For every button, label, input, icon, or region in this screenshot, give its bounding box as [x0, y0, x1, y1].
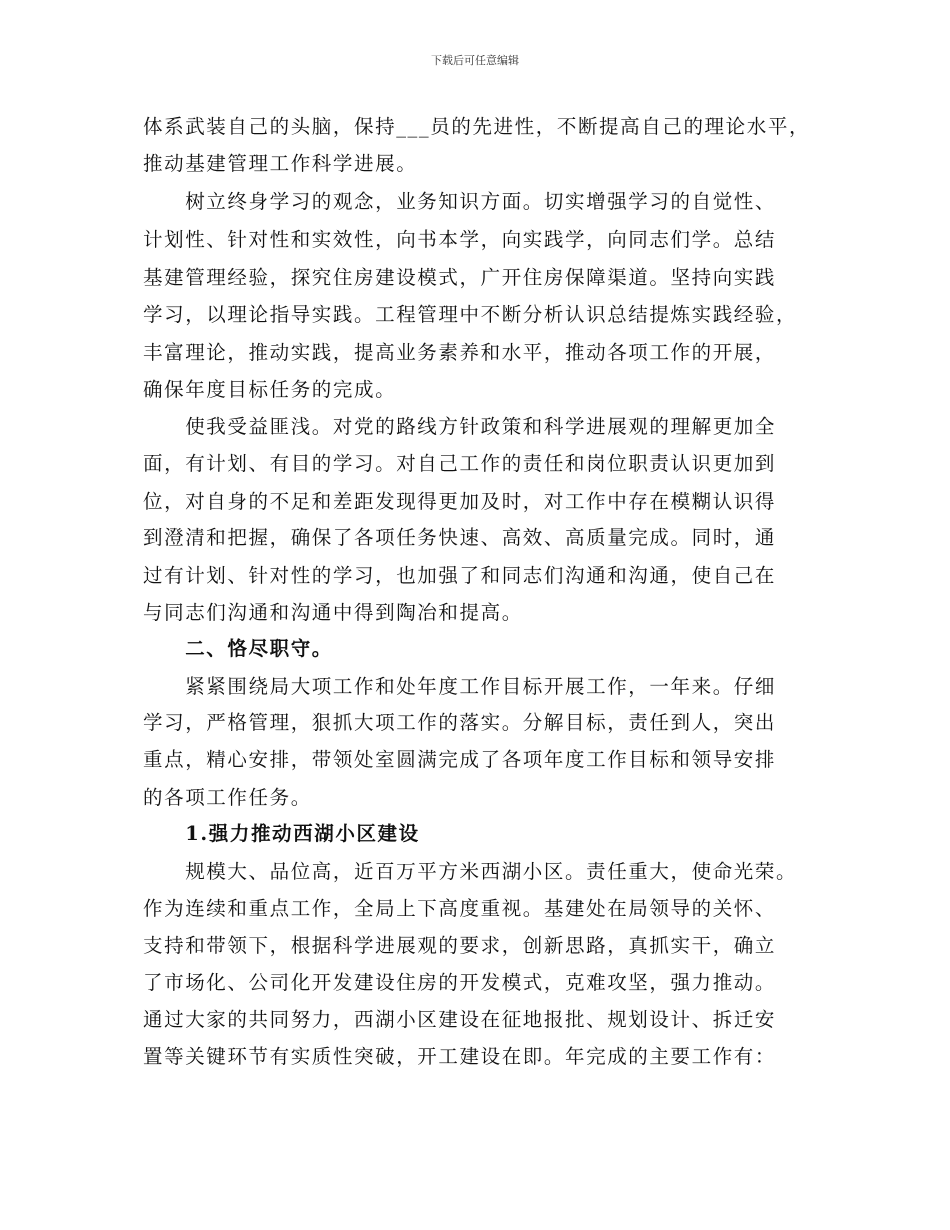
body-line: 基建管理经验，探究住房建设模式，广开住房保障渠道。坚持向实践 [143, 266, 777, 289]
body-line: 使我受益匪浅。对党的路线方针政策和科学进展观的理解更加全 [143, 415, 777, 438]
body-line: 树立终身学习的观念，业务知识方面。切实增强学习的自觉性、 [143, 190, 777, 213]
body-line: 置等关键环节有实质性突破，开工建设在即。年完成的主要工作有： [143, 1045, 777, 1068]
body-line: 到澄清和把握，确保了各项任务快速、高效、高质量完成。同时，通 [143, 526, 777, 549]
body-line: 的各项工作任务。 [143, 786, 312, 809]
body-line: 计划性、针对性和实效性，向书本学，向实践学，向同志们学。总结 [143, 228, 777, 251]
body-line: 了市场化、公司化开发建设住房的开发模式，克难攻坚，强力推动。 [143, 971, 777, 994]
body-line: 面，有计划、有目的学习。对自己工作的责任和岗位职责认识更加到 [143, 452, 777, 475]
section-heading: 二、恪尽职守。 [143, 637, 333, 660]
body-line: 支持和带领下，根据科学进展观的要求，创新思路，真抓实干，确立 [143, 934, 777, 957]
body-line: 作为连续和重点工作，全局上下高度重视。基建处在局领导的关怀、 [143, 897, 777, 920]
body-line: 确保年度目标任务的完成。 [143, 378, 397, 401]
body-line: 学习，以理论指导实践。工程管理中不断分析认识总结提炼实践经验， [143, 303, 798, 326]
body-line: 紧紧围绕局大项工作和处年度工作目标开展工作，一年来。仔细 [143, 675, 777, 698]
body-line: 推动基建管理工作科学进展。 [143, 152, 418, 175]
body-line: 重点，精心安排，带领处室圆满完成了各项年度工作目标和领导安排 [143, 748, 777, 771]
body-line: 规模大、品位高，近百万平方米西湖小区。责任重大，使命光荣。 [143, 860, 798, 883]
subsection-heading: 1.强力推动西湖小区建设 [143, 822, 420, 845]
body-line: 过有计划、针对性的学习，也加强了和同志们沟通和沟通，使自己在 [143, 564, 777, 587]
body-line: 位，对自身的不足和差距发现得更加及时，对工作中存在模糊认识得 [143, 490, 777, 513]
body-line: 与同志们沟通和沟通中得到陶冶和提高。 [143, 601, 523, 624]
body-line: 丰富理论，推动实践，提高业务素养和水平，推动各项工作的开展， [143, 341, 777, 364]
page-header: 下载后可任意编辑 [431, 54, 519, 67]
body-line: 通过大家的共同努力，西湖小区建设在征地报批、规划设计、拆迁安 [143, 1008, 777, 1031]
body-line: 体系武装自己的头脑，保持___员的先进性，不断提高自己的理论水平， [143, 115, 811, 138]
body-line: 学习，严格管理，狠抓大项工作的落实。分解目标，责任到人，突出 [143, 711, 777, 734]
